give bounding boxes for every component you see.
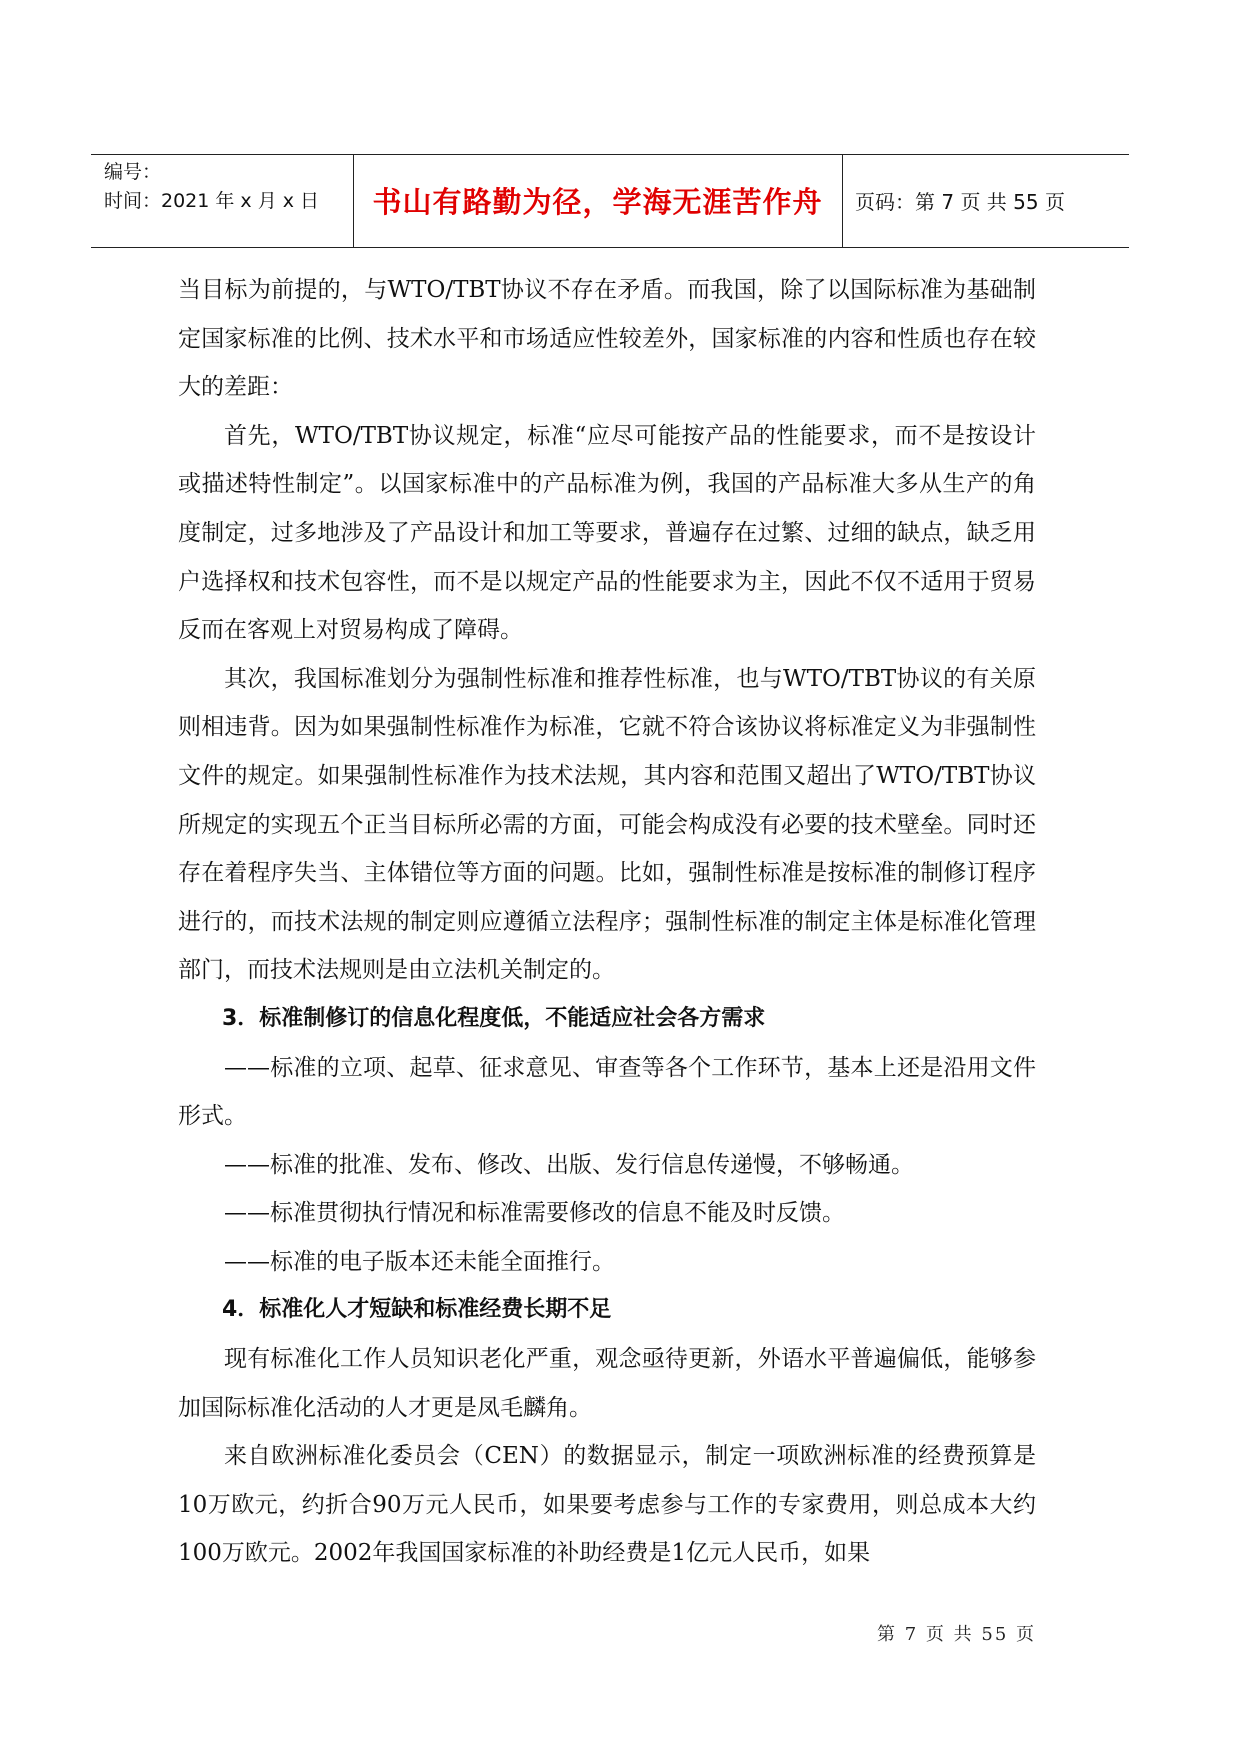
header-meta [104, 158, 354, 216]
paragraph: 当目标为前提的，与WTO/TBT协议不存在矛盾。而我国，除了以国际标准为基础制定国家标准的比例、技术水平和市场适应性较差外，国家标准的内容和性质也存在较大的差距： [178, 277, 1036, 401]
list-item: ——标准贯彻执行情况和标准需要修改的信息不能及时反馈。 [224, 1200, 845, 1227]
header-divider-right [842, 154, 843, 247]
section-heading: 3．标准制修订的信息化程度低，不能适应社会各方需求 [222, 1005, 766, 1031]
doc-time-label: 时间：2021 年 x 月 x 日 [104, 190, 320, 212]
header-page-label: 页码：第 7 页 共 55 页 [855, 190, 1065, 214]
doc-number-label: 编号： [104, 161, 162, 183]
paragraph: 首先，WTO/TBT协议规定，标准“应尽可能按产品的性能要求，而不是按设计或描述特性制定”。以国家标准中的产品标准为例，我国的产品标准大多从生产的角度制定，过多地涉及了产品设计和加工等要求，普遍存在过繁、过细的缺点，缺乏用户选择权和技术包容性，而不是以规定产品的性能要求为主，因此不仅不适用于贸易反而在客观上对贸易构成了障碍。 [178, 422, 1036, 644]
paragraph: 现有标准化工作人员知识老化严重，观念亟待更新，外语水平普遍偏低，能够参加国际标准化活动的人才更是凤毛麟角。 [178, 1346, 1036, 1421]
page-footer: 第 7 页 共 55 页 [877, 1624, 1036, 1645]
header-slogan: 书山有路勤为径，学海无涯苦作舟 [372, 185, 823, 219]
section-heading: 4．标准化人才短缺和标准经费长期不足 [222, 1297, 612, 1323]
header-rule-bottom [91, 247, 1129, 248]
document-body [178, 266, 1036, 1578]
list-item: ——标准的立项、起草、征求意见、审查等各个工作环节，基本上还是沿用文件形式。 [178, 1054, 1036, 1130]
paragraph: 其次，我国标准划分为强制性标准和推荐性标准，也与WTO/TBT协议的有关原则相违背。因为如果强制性标准作为标准，它就不符合该协议将标准定义为非强制性文件的规定。如果强制性标准作为技术法规，其内容和范围又超出了WTO/TBT协议所规定的实现五个正当目标所必需的方面，可能会构成没有必要的技术壁垒。同时还存在着程序失当、主体错位等方面的问题。比如，强制性标准是按标准的制修订程序进行的，而技术法规的制定则应遵循立法程序；强制性标准的制定主体是标准化管理部门，而技术法规则是由立法机关制定的。 [178, 665, 1036, 984]
list-item: ——标准的批准、发布、修改、出版、发行信息传递慢，不够畅通。 [224, 1151, 914, 1178]
list-item: ——标准的电子版本还未能全面推行。 [224, 1248, 615, 1275]
paragraph: 来自欧洲标准化委员会（CEN）的数据显示，制定一项欧洲标准的经费预算是10万欧元，约折合90万元人民币，如果要考虑参与工作的专家费用，则总成本大约100万欧元。2002年我国国家标准的补助经费是1亿元人民币，如果 [178, 1443, 1036, 1567]
